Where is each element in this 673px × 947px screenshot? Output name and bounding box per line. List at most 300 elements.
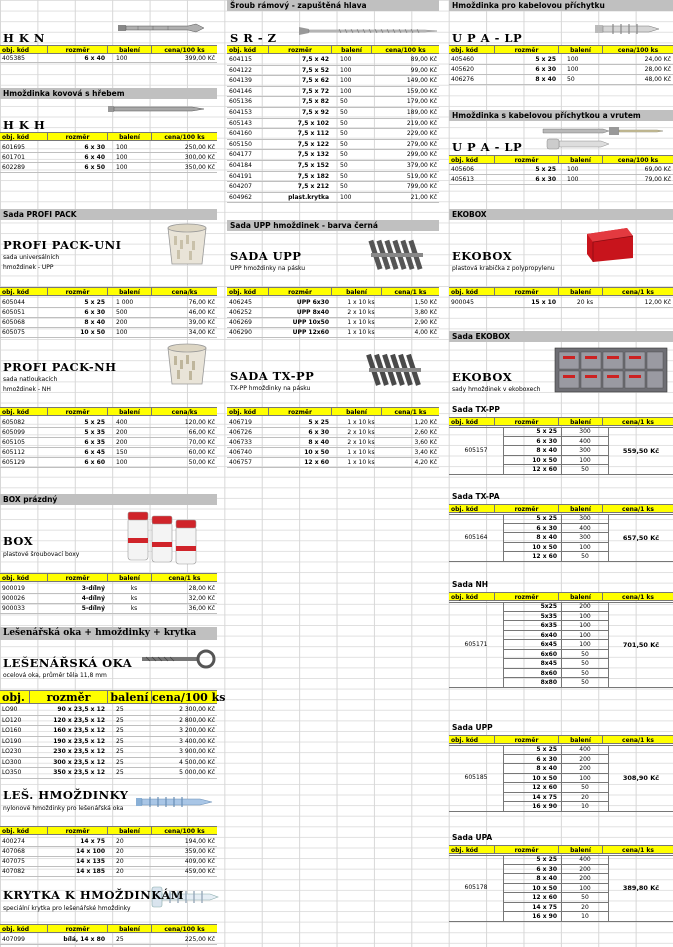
cell: 200 bbox=[579, 765, 591, 772]
col-header: cena/100 ks bbox=[164, 926, 205, 933]
cell: 6x40 bbox=[504, 631, 562, 640]
lo-table-header bbox=[0, 690, 226, 704]
cell: 160 x 23,5 x 12 bbox=[53, 727, 105, 734]
cell: 6 x 30 bbox=[504, 524, 562, 533]
cell: 14 x 75 bbox=[504, 793, 562, 802]
cell: 66,00 Kč bbox=[188, 429, 215, 436]
set-label: Sada UPP bbox=[452, 723, 493, 732]
cell: 406245 bbox=[229, 299, 252, 306]
cell: 20 bbox=[581, 903, 589, 911]
cell: 7,5 x 42 bbox=[301, 56, 329, 63]
table-row bbox=[0, 935, 217, 945]
col-header: rozměr bbox=[48, 925, 108, 932]
set-price: 559,50 Kč bbox=[622, 446, 660, 455]
cell: 50 bbox=[340, 162, 348, 169]
cell: 2,60 Kč bbox=[414, 429, 437, 436]
cell: 79,00 Kč bbox=[644, 176, 671, 183]
col-header: balení bbox=[559, 505, 603, 512]
kr-title: KRYTKA K HMOŽDINKÁM bbox=[3, 888, 184, 902]
cell: 50 bbox=[340, 98, 348, 106]
cell: 300 bbox=[579, 534, 591, 541]
cell: 7,5 x 82 bbox=[301, 98, 329, 106]
cell: 200 bbox=[579, 875, 591, 882]
set-row bbox=[503, 678, 609, 688]
set-code: 605164 bbox=[464, 533, 488, 541]
cell: 7,5 x 112 bbox=[297, 130, 329, 138]
cell: 1 x 10 ks bbox=[347, 419, 375, 426]
upp-subtitle: UPP hmoždinky na pásku bbox=[230, 265, 306, 272]
cell: 50 bbox=[340, 130, 348, 138]
cell: 200 bbox=[579, 865, 591, 873]
set-row bbox=[503, 612, 609, 622]
cell: 7,5 x 132 bbox=[297, 151, 329, 159]
cell: 5-dílný bbox=[81, 605, 105, 612]
cell: 799,00 Kč bbox=[406, 183, 437, 191]
table-row bbox=[227, 150, 439, 161]
set-row bbox=[503, 893, 609, 903]
cell: 10 bbox=[581, 913, 589, 920]
set-row bbox=[503, 783, 609, 793]
set-row bbox=[503, 802, 609, 812]
col-header: balení bbox=[559, 418, 603, 425]
col-header: rozměr bbox=[495, 846, 559, 853]
cell: 6 x 30 bbox=[84, 144, 105, 151]
col-header: cena/1 ks bbox=[394, 409, 427, 416]
cell: 1,20 Kč bbox=[414, 419, 437, 426]
cell: 25 bbox=[116, 706, 124, 713]
cell: 409,00 Kč bbox=[184, 858, 215, 865]
set-price: 308,90 Kč bbox=[622, 774, 660, 783]
col-header: obj. kód bbox=[227, 46, 269, 53]
cell: 605129 bbox=[2, 459, 25, 466]
col-header: cena/1 ks bbox=[622, 847, 654, 854]
table-row bbox=[0, 143, 217, 153]
cell: 179,00 Kč bbox=[406, 98, 437, 106]
col-header: rozměr bbox=[495, 418, 559, 425]
hkh-title: H K H bbox=[3, 118, 46, 132]
cell: 12 x 60 bbox=[504, 552, 562, 561]
cell: 21,00 Kč bbox=[410, 193, 437, 201]
cell: 150 bbox=[116, 449, 128, 456]
cell: 2 x 10 ks bbox=[347, 309, 375, 316]
cell: 50,00 Kč bbox=[188, 459, 215, 466]
cell: 6 x 30 bbox=[84, 309, 105, 316]
set-row bbox=[503, 659, 609, 669]
col-header: balení bbox=[108, 408, 152, 415]
cell: 605105 bbox=[2, 439, 25, 446]
cell: 100 bbox=[116, 459, 128, 466]
column-1 bbox=[0, 0, 226, 947]
set-label: Sada TX-PA bbox=[452, 492, 500, 501]
cell: 25 bbox=[116, 716, 124, 724]
table-row bbox=[227, 87, 439, 98]
cell: 2 300,00 Kč bbox=[179, 706, 215, 713]
box-table-header bbox=[0, 573, 217, 582]
cell: 100 bbox=[579, 641, 591, 648]
cell: 400 bbox=[579, 746, 591, 753]
cell: 7,5 x 102 bbox=[297, 119, 329, 127]
cell: 8 x 40 bbox=[308, 439, 329, 446]
cell: 14 x 135 bbox=[76, 858, 105, 865]
cell: 149,00 Kč bbox=[406, 77, 437, 85]
cell: 900045 bbox=[451, 299, 474, 306]
cell: 300,00 Kč bbox=[184, 154, 215, 161]
col-header: cena/ks bbox=[171, 409, 198, 416]
cell: 604139 bbox=[229, 77, 252, 85]
cell: 100 bbox=[340, 66, 352, 74]
cell: 200 bbox=[116, 319, 128, 326]
cell: 28,00 Kč bbox=[644, 66, 671, 73]
ekobox2-section-bar: Sada EKOBOX bbox=[449, 331, 673, 342]
cell: 219,00 Kč bbox=[406, 119, 437, 127]
table-row bbox=[0, 458, 217, 468]
table-row bbox=[227, 76, 439, 87]
profi-uni-subtitle: hmoždinek - UPP bbox=[3, 264, 54, 271]
cell: 36,00 Kč bbox=[188, 605, 215, 612]
cell: 279,00 Kč bbox=[406, 140, 437, 148]
ekobox-title: EKOBOX bbox=[452, 249, 513, 263]
set-price: 701,50 Kč bbox=[622, 640, 660, 649]
set-row bbox=[503, 514, 609, 524]
upalp2-title: U P A - LP bbox=[452, 140, 523, 154]
cell: 190 x 23,5 x 12 bbox=[53, 737, 105, 745]
set-label: Sada TX-PP bbox=[452, 405, 500, 414]
cell: ks bbox=[130, 585, 138, 592]
col-header: rozměr bbox=[48, 288, 108, 295]
cell: 8 x 40 bbox=[504, 874, 562, 883]
cell: plast.krytka bbox=[288, 193, 329, 201]
table-row bbox=[0, 298, 217, 308]
col-header: obj. kód bbox=[449, 736, 495, 743]
cell: 24,00 Kč bbox=[644, 56, 671, 63]
kr-table-header bbox=[0, 924, 217, 933]
cell: 406290 bbox=[229, 329, 252, 336]
cell: LO160 bbox=[2, 727, 22, 734]
cell: 10 bbox=[581, 803, 589, 810]
col-header: obj. kód bbox=[0, 925, 48, 932]
cell: 379,00 Kč bbox=[406, 162, 437, 169]
cell: 5x35 bbox=[504, 612, 562, 621]
table-row bbox=[227, 55, 439, 66]
cell: 300 bbox=[579, 447, 591, 454]
cell: 25 bbox=[116, 936, 124, 943]
cell: 12 x 60 bbox=[504, 465, 562, 474]
cell: 3,80 Kč bbox=[414, 309, 437, 316]
txpp-table-header bbox=[227, 407, 439, 416]
hkh-table-header bbox=[0, 132, 217, 141]
column-3 bbox=[449, 0, 673, 947]
cell: 407082 bbox=[2, 868, 25, 875]
cell: 604146 bbox=[229, 87, 252, 95]
cell: 900019 bbox=[2, 585, 25, 592]
col-header: balení bbox=[332, 408, 382, 415]
cell: 6 x 45 bbox=[84, 449, 105, 456]
col-header: rozměr bbox=[48, 133, 108, 140]
col-header: rozměr bbox=[495, 736, 559, 743]
cell: 25 bbox=[116, 769, 124, 776]
table-row bbox=[0, 153, 217, 163]
lh-table-header bbox=[0, 826, 217, 835]
col-header: rozměr bbox=[30, 691, 108, 703]
set-table-header bbox=[449, 417, 673, 426]
set-table-header bbox=[449, 845, 673, 854]
profi-nh-subtitle: hmoždinek - NH bbox=[3, 386, 51, 393]
cell: 100 bbox=[579, 622, 591, 629]
set-row bbox=[503, 855, 609, 865]
cell: 32,00 Kč bbox=[188, 595, 215, 602]
cell: 406726 bbox=[229, 429, 252, 436]
table-row bbox=[0, 308, 217, 318]
box-section-bar: BOX prázdný bbox=[0, 494, 217, 505]
table-row bbox=[0, 328, 217, 338]
cell: 6 x 30 bbox=[504, 755, 562, 764]
cell: 230 x 23,5 x 12 bbox=[53, 748, 105, 755]
upp-table-header bbox=[227, 287, 439, 296]
col-header: rozměr bbox=[495, 156, 559, 163]
cell: 20 bbox=[116, 838, 124, 845]
cell: 194,00 Kč bbox=[184, 838, 215, 845]
lh-subtitle: nylonové hmoždinky pro lešenářská oka bbox=[3, 805, 124, 812]
dowel-icon bbox=[108, 103, 208, 115]
cell: 5x25 bbox=[504, 602, 562, 611]
cell: 100 bbox=[579, 884, 591, 892]
cell: 76,00 Kč bbox=[188, 299, 215, 306]
cell: 100 bbox=[567, 66, 579, 73]
cell: 3 400,00 Kč bbox=[179, 737, 215, 745]
table-row bbox=[227, 140, 439, 151]
cell: 6 x 30 bbox=[504, 437, 562, 446]
cell: 229,00 Kč bbox=[406, 130, 437, 138]
cell: 100 bbox=[567, 176, 579, 183]
table-row bbox=[227, 308, 439, 318]
kr-subtitle: speciální krytka pro lešenářské hmoždinky bbox=[3, 905, 131, 912]
table-row bbox=[0, 584, 217, 594]
set-row bbox=[503, 602, 609, 612]
cell: 6x35 bbox=[504, 621, 562, 630]
cell: UPP 12x60 bbox=[292, 329, 329, 336]
cell: ks bbox=[130, 595, 138, 602]
set-row bbox=[503, 640, 609, 650]
lo-subtitle: ocelová oka, průměr těla 11,8 mm bbox=[3, 672, 107, 679]
table-row bbox=[0, 318, 217, 328]
col-header: obj. kód bbox=[449, 418, 495, 425]
cell: 20 bbox=[116, 848, 124, 855]
set-table-header bbox=[449, 504, 673, 513]
cell: 7,5 x 52 bbox=[301, 66, 329, 74]
cell: 7,5 x 152 bbox=[297, 162, 329, 169]
set-tables bbox=[449, 0, 673, 947]
cell: 405385 bbox=[2, 55, 25, 62]
col-header: obj. kód bbox=[227, 288, 269, 295]
cell: 7,5 x 62 bbox=[301, 77, 329, 85]
cell: 2 x 10 ks bbox=[347, 439, 375, 446]
cell: 120,00 Kč bbox=[184, 419, 215, 426]
cell: 405606 bbox=[451, 166, 474, 173]
cell: 604191 bbox=[229, 172, 252, 180]
set-row bbox=[503, 669, 609, 679]
col-header: obj. kód bbox=[227, 408, 269, 415]
cell: 400 bbox=[579, 437, 591, 445]
cell: 1 x 10 ks bbox=[347, 459, 375, 466]
txpp-title: SADA TX-PP bbox=[230, 369, 315, 383]
cell: 605051 bbox=[2, 309, 25, 316]
cell: 300 x 23,5 x 12 bbox=[53, 758, 105, 766]
eye-bolt-icon bbox=[140, 648, 220, 670]
cell: 50 bbox=[581, 669, 589, 677]
profi-uni-title: PROFI PACK-UNI bbox=[3, 238, 122, 252]
table-row bbox=[227, 328, 439, 338]
cell: 2 800,00 Kč bbox=[179, 716, 215, 724]
cell: 4,00 Kč bbox=[414, 329, 437, 336]
profi-nh-title: PROFI PACK-NH bbox=[3, 360, 117, 374]
col-header: cena/1 ks bbox=[394, 289, 427, 296]
cell: 10 x 50 bbox=[80, 329, 105, 336]
col-header: obj. bbox=[0, 691, 30, 703]
cell: 406740 bbox=[229, 449, 252, 456]
col-header: rozměr bbox=[495, 288, 559, 295]
set-row bbox=[503, 764, 609, 774]
cell: 6 x 35 bbox=[84, 439, 105, 446]
cell: 7,5 x 92 bbox=[301, 109, 329, 116]
cell: 8 x 40 bbox=[535, 76, 556, 83]
cell: 120 x 23,5 x 12 bbox=[53, 716, 105, 724]
col-header: obj. kód bbox=[449, 288, 495, 295]
col-header: cena/1 ks bbox=[622, 289, 654, 296]
col-header: rozměr bbox=[269, 408, 332, 415]
cell: 400274 bbox=[2, 838, 25, 845]
set-code: 605171 bbox=[464, 640, 488, 648]
cell: 407075 bbox=[2, 858, 25, 865]
cell: 407099 bbox=[2, 936, 25, 943]
cell: 3,60 Kč bbox=[414, 439, 437, 446]
set-row bbox=[503, 650, 609, 660]
set-row bbox=[503, 884, 609, 894]
table-row bbox=[227, 438, 439, 448]
cell: 100 bbox=[567, 56, 579, 63]
cell: 20 bbox=[581, 793, 589, 801]
table-row bbox=[227, 97, 439, 108]
cell: UPP 6x30 bbox=[296, 299, 329, 306]
srz-table-header bbox=[227, 45, 439, 54]
cell: 300 bbox=[579, 428, 591, 435]
cell: 10 x 50 bbox=[504, 774, 562, 783]
col-header: balení bbox=[559, 736, 603, 743]
set-row bbox=[503, 621, 609, 631]
cell: LO350 bbox=[2, 769, 22, 776]
set-code: 605185 bbox=[464, 774, 488, 782]
col-header: balení bbox=[108, 827, 152, 834]
set-label: Sada UPA bbox=[452, 833, 493, 842]
cell: 50 bbox=[581, 679, 589, 686]
table-row bbox=[227, 193, 439, 204]
cell: 99,00 Kč bbox=[410, 66, 437, 74]
cell: 34,00 Kč bbox=[188, 329, 215, 336]
cell: 8x80 bbox=[504, 678, 562, 687]
col-header: balení bbox=[559, 846, 603, 853]
col-header: cena/100 ks bbox=[164, 47, 205, 54]
cell: 10 x 50 bbox=[504, 884, 562, 893]
cell: 400 bbox=[579, 856, 591, 863]
cell: LO120 bbox=[2, 716, 22, 724]
cell: 406276 bbox=[451, 76, 474, 83]
cell: 1 x 10 ks bbox=[347, 319, 375, 326]
set-row bbox=[503, 533, 609, 543]
cell: 604184 bbox=[229, 162, 252, 169]
cell: bílá, 14 x 80 bbox=[63, 936, 105, 943]
cell: 159,00 Kč bbox=[406, 87, 437, 95]
col-header: obj. kód bbox=[449, 505, 495, 512]
cell: 405613 bbox=[451, 176, 474, 183]
cell: 6 x 30 bbox=[504, 865, 562, 874]
cell: 605082 bbox=[2, 419, 25, 426]
cell: 20 ks bbox=[576, 299, 594, 306]
cell: 100 bbox=[116, 164, 128, 171]
cell: 20 bbox=[116, 858, 124, 865]
cell: 14 x 75 bbox=[504, 903, 562, 912]
cell: 6 x 50 bbox=[84, 164, 105, 171]
set-row bbox=[503, 446, 609, 456]
table-row bbox=[0, 594, 217, 604]
cell: 900033 bbox=[2, 605, 25, 612]
cell: 39,00 Kč bbox=[188, 319, 215, 326]
cell: 1,50 Kč bbox=[414, 299, 437, 306]
cell: 50 bbox=[340, 140, 348, 148]
cell: 1 000 bbox=[116, 299, 134, 306]
col-header: balení bbox=[108, 46, 152, 53]
cell: 605150 bbox=[229, 140, 252, 148]
col-header: cena/1 ks bbox=[622, 594, 654, 601]
cell: 15 x 10 bbox=[531, 299, 556, 306]
table-row bbox=[227, 119, 439, 130]
cell: 25 bbox=[116, 727, 124, 734]
cell: 500 bbox=[116, 309, 128, 316]
set-label: Sada NH bbox=[452, 580, 489, 589]
cell: 12 x 60 bbox=[504, 783, 562, 792]
col-header: obj. kód bbox=[449, 156, 495, 163]
cell: 604962 bbox=[229, 193, 252, 201]
col-header: cena/100 ks bbox=[164, 828, 205, 835]
lo-title: LEŠENÁŘSKÁ OKA bbox=[3, 656, 133, 670]
col-header: balení bbox=[559, 593, 603, 600]
cell: 100 bbox=[579, 612, 591, 620]
set-price: 389,80 Kč bbox=[622, 884, 660, 893]
cell: 399,00 Kč bbox=[184, 55, 215, 62]
ekobox-section-bar: EKOBOX bbox=[449, 209, 673, 220]
cell: 350 x 23,5 x 12 bbox=[53, 769, 105, 776]
col-header: balení bbox=[559, 46, 603, 53]
col-header: cena/1 ks bbox=[168, 575, 201, 582]
cell: 10 x 50 bbox=[304, 449, 329, 456]
col-header: cena/100 ks bbox=[617, 47, 659, 54]
set-row bbox=[503, 552, 609, 562]
table-row bbox=[227, 298, 439, 308]
col-header: cena/100 ks bbox=[164, 134, 205, 141]
cell: 250,00 Kč bbox=[184, 144, 215, 151]
cell: 100 bbox=[340, 56, 352, 63]
cell: 3 200,00 Kč bbox=[179, 727, 215, 734]
set-row bbox=[503, 437, 609, 447]
cell: 5 x 25 bbox=[535, 166, 556, 173]
profi-pack-section-bar: Sada PROFI PACK bbox=[0, 209, 217, 220]
cell: 6 x 30 bbox=[308, 429, 329, 436]
cell: 7,5 x 182 bbox=[297, 172, 329, 180]
lesen-section-bar: Lešenářská oka + hmoždinky + krytka bbox=[0, 627, 217, 640]
col-header: cena/100 ks bbox=[617, 157, 659, 164]
cell: ks bbox=[130, 605, 138, 612]
col-header: obj. kód bbox=[0, 827, 48, 834]
cell: 1 x 10 ks bbox=[347, 449, 375, 456]
set-row bbox=[503, 524, 609, 534]
